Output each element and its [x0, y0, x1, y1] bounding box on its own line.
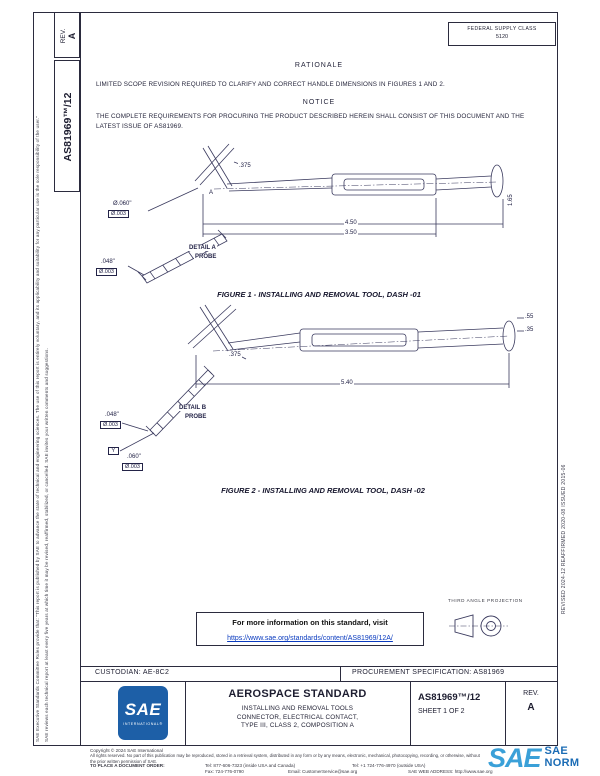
- email-address: Email: CustomerService@sae.org: [288, 769, 358, 774]
- frame-line-bottom: [33, 745, 558, 746]
- fig1-dim-length-outer: 4.50: [345, 220, 357, 226]
- fig1-dim-tip-width: .375: [239, 163, 251, 169]
- fig2-dim-tip-width: .375: [229, 352, 241, 358]
- more-info-heading: For more information on this standard, visit: [232, 618, 388, 627]
- figure1-drawing: [88, 138, 550, 303]
- doc-number-box: [54, 60, 80, 192]
- sae-logo-text: SAE: [124, 700, 162, 719]
- fig1-tip-tolerance-frame: Ø.003: [96, 268, 117, 276]
- fax-number: Fax: 724-776-0790: [205, 769, 244, 774]
- figure1-caption: FIGURE 1 - INSTALLING AND REMOVAL TOOL, DASH -01: [217, 290, 421, 299]
- titleblock-line: [80, 666, 558, 667]
- fig1-detail-title: DETAIL A: [189, 245, 216, 251]
- titleblock-divider: [340, 666, 341, 681]
- fig2-dim-end-major: .55: [525, 314, 534, 320]
- phone-inside-usa: Tel: 877-606-7323 (inside USA and Canada): [205, 763, 296, 768]
- copyright-line: Copyright © 2024 SAE International: [90, 748, 163, 753]
- notice-title: NOTICE: [302, 99, 336, 106]
- fig1-view-arrow-label: A: [209, 190, 214, 196]
- fsc-box: [448, 22, 556, 46]
- titleblock-divider: [410, 681, 411, 745]
- fig2-probe-diameter: .048": [105, 412, 119, 418]
- fig1-probe-tolerance-frame: Ø.003: [108, 210, 129, 218]
- rationale-title: RATIONALE: [294, 62, 344, 69]
- fig2-tip-tolerance-frame: Ø.003: [122, 463, 143, 471]
- order-label: TO PLACE A DOCUMENT ORDER:: [90, 763, 165, 768]
- sae-norm-watermark: [488, 745, 600, 772]
- fig2-probe-tolerance-frame: Ø.003: [100, 421, 121, 429]
- fig2-detail-subtitle: PROBE: [185, 414, 207, 420]
- figure2: [88, 303, 558, 483]
- subtitle-line-1: INSTALLING AND REMOVAL TOOLS: [241, 705, 354, 712]
- figure2-drawing: [88, 303, 558, 483]
- subtitle-line-3: TYPE III, CLASS 2, COMPOSITION A: [240, 722, 355, 729]
- fig2-dim-end-minor: .35: [525, 327, 534, 333]
- fsc-value: 5120: [495, 34, 509, 40]
- phone-outside-usa: Tel: +1 724-776-4970 (outside USA): [352, 763, 426, 768]
- frame-line-outer-left: [33, 12, 34, 745]
- sae-logo-subtext: INTERNATIONAL®: [123, 722, 163, 726]
- fig2-detail-title: DETAIL B: [179, 405, 207, 411]
- rev-value: A: [66, 32, 77, 40]
- fig2-datum-label: Y: [108, 447, 119, 455]
- sae-norm-glyph: SAE: [488, 743, 541, 774]
- third-angle-projection-icon: [448, 606, 510, 648]
- more-info-box: [196, 612, 424, 646]
- subtitle-line-2: CONNECTOR, ELECTRICAL CONTACT,: [236, 713, 359, 721]
- fig2-tip-diameter: .060": [127, 454, 141, 460]
- rights-statement: All rights reserved. No part of this publication may be reproduced, stored in a retrieval system, distributed in any form or by any means, electronic, mechanical, photocopying, recording, or otherwise, without the prior written permission of SAE.: [90, 753, 480, 764]
- titleblock-line: [80, 681, 558, 682]
- fig1-probe-diameter: Ø.060": [113, 201, 132, 207]
- custodian-label: CUSTODIAN: AE-8C2: [95, 669, 170, 676]
- frame-line-top: [33, 12, 558, 13]
- fsc-label: FEDERAL SUPPLY CLASS: [467, 26, 537, 32]
- procurement-spec-label: PROCUREMENT SPECIFICATION: AS81969: [352, 669, 505, 676]
- rev-label: REV.: [59, 28, 67, 44]
- fig1-dim-height: 1.65: [508, 194, 514, 206]
- rev-box: [54, 12, 80, 58]
- fig1-dim-length-inner: 3.50: [345, 230, 357, 236]
- rationale-body: LIMITED SCOPE REVISION REQUIRED TO CLARIFY AND CORRECT HANDLE DIMENSIONS IN FIGURES 1 AND 2.: [96, 81, 445, 88]
- document-type-title: AEROSPACE STANDARD: [228, 688, 367, 700]
- revision-history-sidebar: REVISED 2024-12 REAFFIRMED 2020-08 ISSUED 2015-06: [561, 464, 567, 614]
- left-margin-disclaimer-2: SAE reviews each technical report at least every five years at which time it may be revised, reaffirmed, stabilized, or cancelled. SAE invites your written comments and suggestions.: [44, 347, 49, 742]
- web-address: SAE WEB ADDRESS: http://www.sae.org: [408, 769, 493, 774]
- titleblock-sheet: SHEET 1 OF 2: [418, 708, 465, 715]
- standard-url-link[interactable]: https://www.sae.org/standards/content/AS81969/12A/: [227, 635, 393, 642]
- fig1-detail-subtitle: PROBE: [195, 254, 217, 260]
- fig1-tip-diameter: .048": [101, 259, 115, 265]
- figure1: [88, 138, 550, 303]
- fig2-dim-length: 5.40: [341, 380, 353, 386]
- titleblock-rev-label: REV.: [523, 690, 539, 697]
- left-margin-disclaimer-1: SAE Executive Standards Committee Rules provide that: "This report is published by SAE to advance the state of technical and engineering sciences. The use of this report is entirely voluntary, and its applicability and suitability for any particular use is the sole responsibility of the user.": [35, 115, 40, 742]
- document-subtitle: [185, 705, 410, 731]
- sae-international-logo: [118, 686, 168, 740]
- third-angle-label: THIRD ANGLE PROJECTION: [448, 598, 523, 603]
- sae-norm-label: SAE NORM: [544, 745, 580, 769]
- notice-body: THE COMPLETE REQUIREMENTS FOR PROCURING THE PRODUCT DESCRIBED HEREIN SHALL CONSIST OF THIS DOCUMENT AND THE LATEST ISSUE OF AS81969.: [96, 113, 525, 130]
- figure2-caption: FIGURE 2 - INSTALLING AND REMOVAL TOOL, DASH -02: [221, 486, 425, 495]
- titleblock-rev-value: A: [527, 702, 535, 713]
- doc-number-side: AS81969™/12: [62, 92, 74, 162]
- titleblock-doc-number: AS81969™/12: [418, 692, 481, 703]
